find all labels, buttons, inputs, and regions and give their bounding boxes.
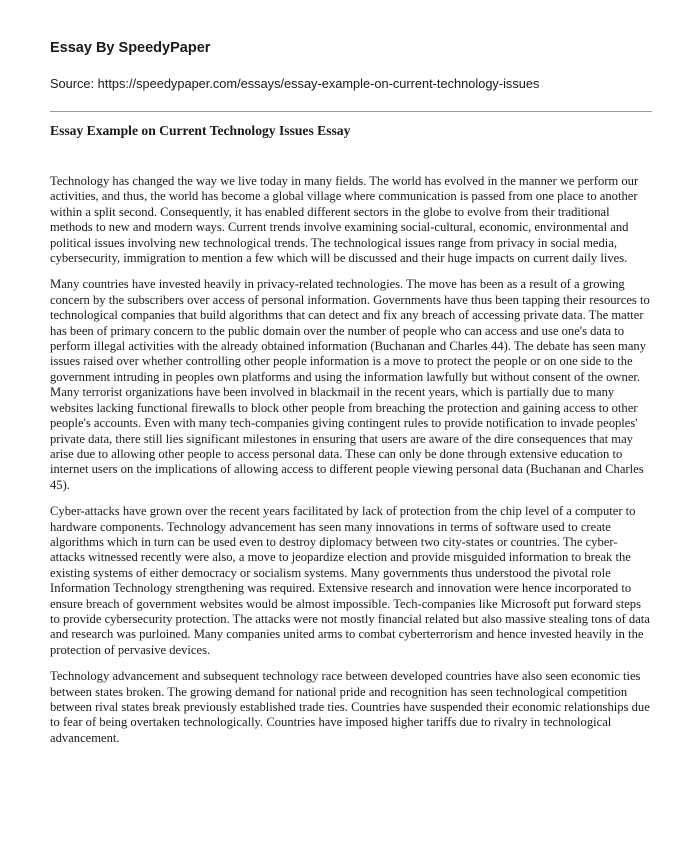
header-divider xyxy=(50,111,652,112)
essay-paragraph-2: Many countries have invested heavily in privacy-related technologies. The move has been as a result of a growing concern by the subscribers over access of personal information. Governments have thus been tapping their resources to technological companies that build algorithms that can detect and fix any breach of accessing private data. The matter has been of primary concern to the public domain over the number of people who can access and use one's data to perform illegal activities with the already obtained information (Buchanan and Charles 44). The debate has seen many issues raised over whether controlling other people information is a move to protect the people or on one side to the government intruding in peoples own platforms and using the information lawfully but without consent of the owner. Many terrorist organizations have been involved in blackmail in the recent years, which is partially due to many websites lacking functional firewalls to block other people from breaching the protection and gaining access to other people's accounts. Even with many tech-companies giving contingent rules to provide notification to invade peoples' private data, there still lies significant milestones in ensuring that users are aware of the dire consequences that may arise due to allowing other people to access personal data. These can only be done through extensive education to internet users on the implications of allowing access to different people viewing personal data (Buchanan and Charles 45). xyxy=(50,277,650,492)
essay-body xyxy=(50,174,652,746)
essay-title: Essay Example on Current Technology Issues Essay xyxy=(50,123,351,138)
essay-paragraph-3: Cyber-attacks have grown over the recent years facilitated by lack of protection from the chip level of a computer to hardware components. Technology advancement has seen many innovations in terms of software used to create algorithms which in turn can be used even to destroy diplomacy between two city-states or countries. The cyber-attacks witnessed recently were also, a move to jeopardize election and provide misguided information to break the existing systems of either democracy or socialism systems. Many governments thus understood the pivotal role Information Technology strengthening was required. Extensive research and innovation were hence incorporated to ensure breach of government websites would be almost impossible. Tech-companies like Microsoft put forward steps to provide cybersecurity protection. The attacks were not mostly financial related but also massive stealing tons of data and research was purloined. Many companies united arms to combat cyberterrorism and hence invested heavily in the protection of pervasive devices. xyxy=(50,504,650,657)
document-page xyxy=(50,38,652,757)
source-url-line: Source: https://speedypaper.com/essays/essay-example-on-current-technology-issues xyxy=(50,76,540,91)
essay-paragraph-4: Technology advancement and subsequent technology race between developed countries have also seen economic ties between states broken. The growing demand for national pride and recognition has seen technological competition between rival states break previously established trade ties. Countries have suspended their economic relationships due to fear of being overtaken technologically. Countries have imposed higher tariffs due to rivalry in technological advancement. xyxy=(50,669,650,745)
document-header-title: Essay By SpeedyPaper xyxy=(50,40,211,56)
essay-paragraph-1: Technology has changed the way we live today in many fields. The world has evolved in the manner we perform our activities, and thus, the world has become a global village where communication is passed from one place to another within a split second. Consequently, it has enabled different sectors in the globe to evolve from their traditional methods to new and modern ways. Current trends involve examining social-cultural, economic, environmental and political issues involving new technological trends. The technological issues range from privacy in social media, cybersecurity, immigration to mention a few which will be discussed and their huge impacts on current daily lives. xyxy=(50,174,639,266)
